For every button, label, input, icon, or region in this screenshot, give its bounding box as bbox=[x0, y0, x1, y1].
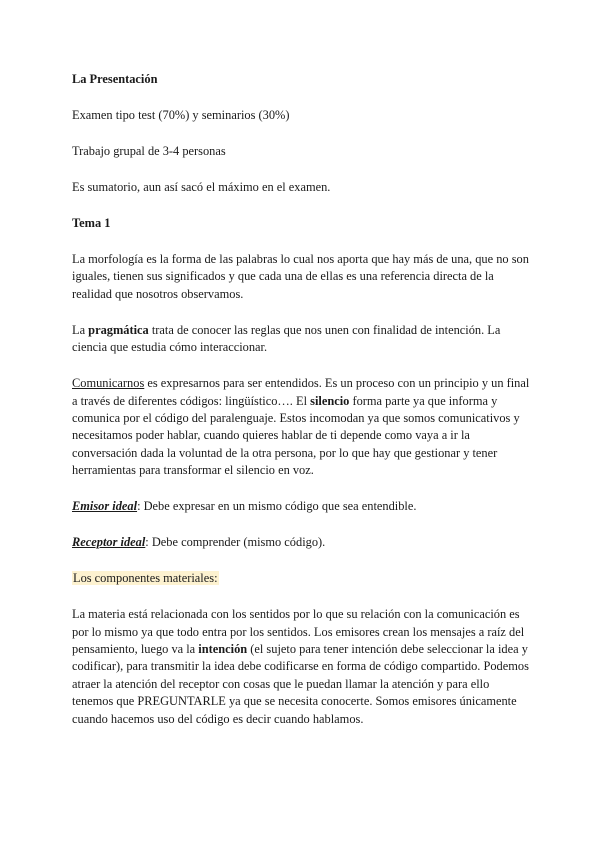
materia-pre: La materia está relacionada con los sentidos por lo que su relación con la comunicación es por lo mismo ya que todo entra por los sentidos. Los emisores crean los mensajes a raíz del pensamiento, luego va la bbox=[72, 607, 525, 656]
silencio-term: silencio bbox=[310, 393, 350, 408]
morfologia-paragraph: La morfología es la forma de las palabras lo cual nos aporta que hay más de una, que no son iguales, tienen sus significados y que cada una de ellas es una referencia directa de la realidad que nosotros observamos. bbox=[72, 251, 529, 301]
pragmatica-post: trata de conocer las reglas que nos unen con finalidad de intención. La ciencia que estudia cómo interaccionar. bbox=[72, 322, 501, 355]
receptor-ideal-text: : Debe comprender (mismo código). bbox=[145, 535, 326, 550]
materia-paragraph bbox=[72, 606, 530, 728]
comunicarnos-pre: es expresarnos para ser entendidos. Es un proceso con un principio y un final a través de diferentes códigos: lingüístico…. El bbox=[72, 376, 530, 408]
comunicarnos-paragraph bbox=[72, 375, 530, 479]
sumatorio-line: Es sumatorio, aun así sacó el máximo en el examen. bbox=[72, 179, 331, 194]
componentes-heading-line bbox=[72, 570, 530, 587]
exam-weight-line: Examen tipo test (70%) y seminarios (30%) bbox=[72, 107, 290, 122]
emisor-ideal-text: : Debe expresar en un mismo código que sea entendible. bbox=[137, 499, 417, 514]
pragmatica-pre: La bbox=[72, 322, 89, 337]
tema-1-heading: Tema 1 bbox=[72, 215, 111, 230]
pragmatica-term: pragmática bbox=[88, 322, 149, 337]
intencion-term: intención bbox=[198, 641, 248, 656]
receptor-ideal-term: Receptor ideal bbox=[72, 535, 146, 550]
comunicarnos-term: Comunicarnos bbox=[72, 376, 145, 391]
emisor-ideal-line bbox=[72, 498, 530, 515]
comunicarnos-post: forma parte ya que informa y comunica por el código del paralenguaje. Estos incomodan ya que somos comunicativos y necesitamos poder hablar, cuando quieres hablar de ti depende como vaya a ir la conversación dada la voluntad de la otra persona, por lo que hay que gestionar y tener herramientas para transformar el silencio en voz. bbox=[72, 393, 520, 478]
pragmatica-paragraph bbox=[72, 322, 530, 357]
componentes-heading: Los componentes materiales: bbox=[73, 571, 218, 586]
materia-post: (el sujeto para tener intención debe seleccionar la idea y codificar), para transmitir la idea debe codificarse en forma de código compartido. Podemos atraer la atención del receptor con cosas que le puedan llamar la atención y para ello tenemos que PREGUNTARLE ya que se necesita conocerte. Somos emisores únicamente cuando hacemos uso del código es decir cuando hablamos. bbox=[72, 641, 529, 726]
section-heading-presentacion: La Presentación bbox=[72, 72, 158, 86]
group-work-line: Trabajo grupal de 3-4 personas bbox=[72, 143, 226, 158]
receptor-ideal-line bbox=[72, 534, 530, 551]
emisor-ideal-term: Emisor ideal bbox=[72, 499, 138, 514]
